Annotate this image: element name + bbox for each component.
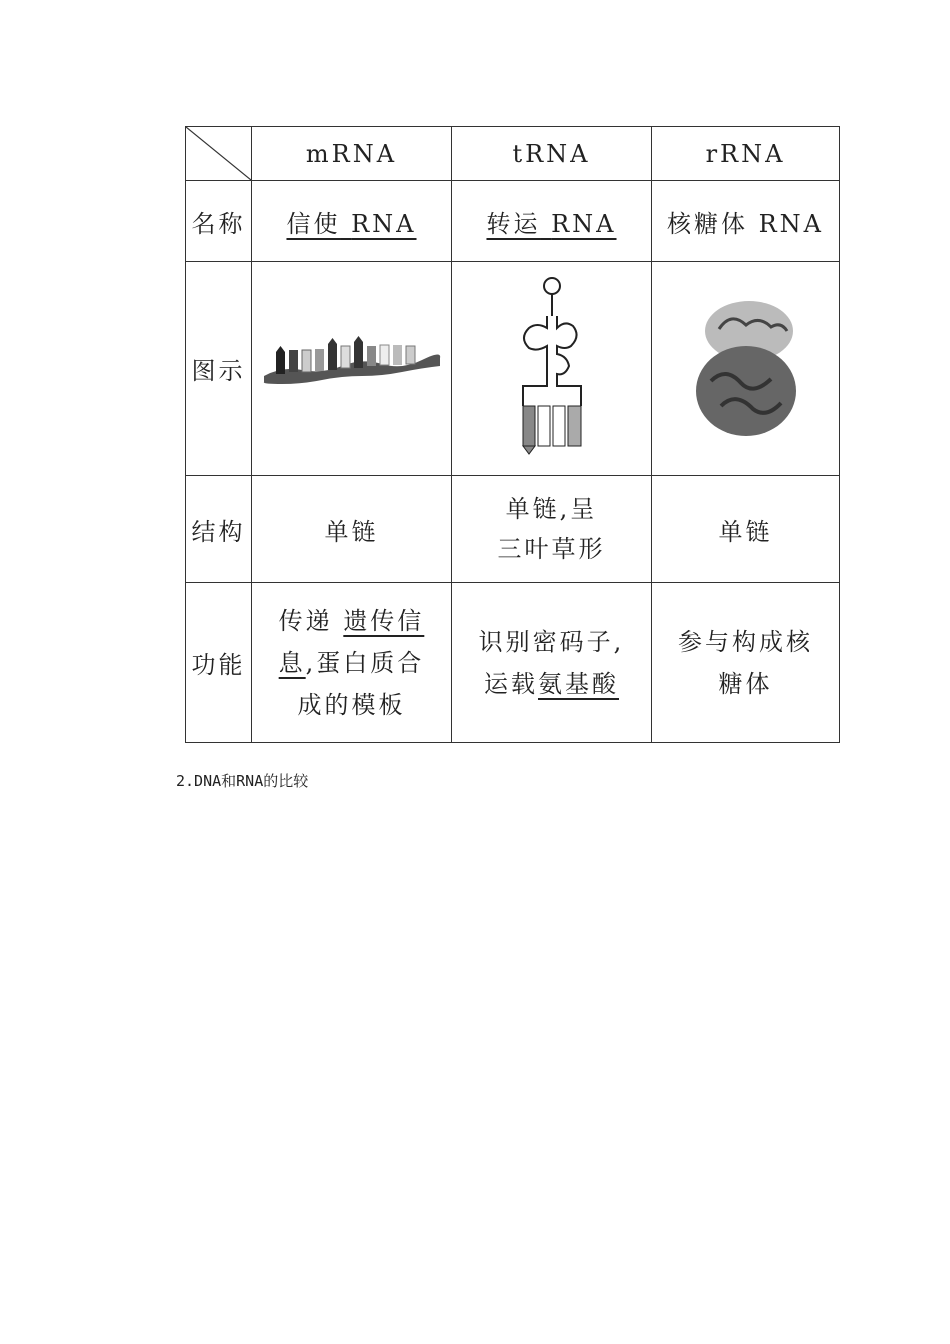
trna-cloverleaf-image: [507, 276, 597, 456]
ribosome-image: [691, 291, 801, 441]
name-row: [186, 181, 840, 262]
row-label-structure: 结构: [186, 476, 252, 583]
rrna-structure: 单链: [652, 476, 840, 583]
header-row: [186, 127, 840, 181]
header-rrna: rRNA: [652, 127, 840, 181]
figure-row: [186, 262, 840, 476]
mrna-figure-cell: [252, 262, 452, 476]
row-label-figure: 图示: [186, 262, 252, 476]
row-label-function: 功能: [186, 583, 252, 743]
trna-name: [452, 181, 652, 262]
mrna-name-text: 信使 RNA: [286, 209, 417, 238]
trna-figure-cell: [452, 262, 652, 476]
trna-function: 识别密码子, 运载氨基酸: [452, 583, 652, 743]
trna-structure: 单链,呈 三叶草形: [452, 476, 652, 583]
function-row: [186, 583, 840, 743]
row-label-name: 名称: [186, 181, 252, 262]
corner-cell: [186, 127, 252, 181]
mrna-name: [252, 181, 452, 262]
mrna-structure: 单链: [252, 476, 452, 583]
structure-row: [186, 476, 840, 583]
rrna-name: 核糖体 RNA: [652, 181, 840, 262]
rrna-figure-cell: [652, 262, 840, 476]
rna-comparison-table: [185, 126, 840, 743]
trna-name-text: 转运 RNA: [486, 209, 617, 238]
header-trna: tRNA: [452, 127, 652, 181]
mrna-function: 传递 遗传信 息,蛋白质合 成的模板: [252, 583, 452, 743]
rrna-function: 参与构成核 糖体: [652, 583, 840, 743]
header-mrna: mRNA: [252, 127, 452, 181]
mrna-strand-image: [262, 336, 442, 396]
section-caption: 2.DNA和RNA的比较: [176, 772, 309, 790]
